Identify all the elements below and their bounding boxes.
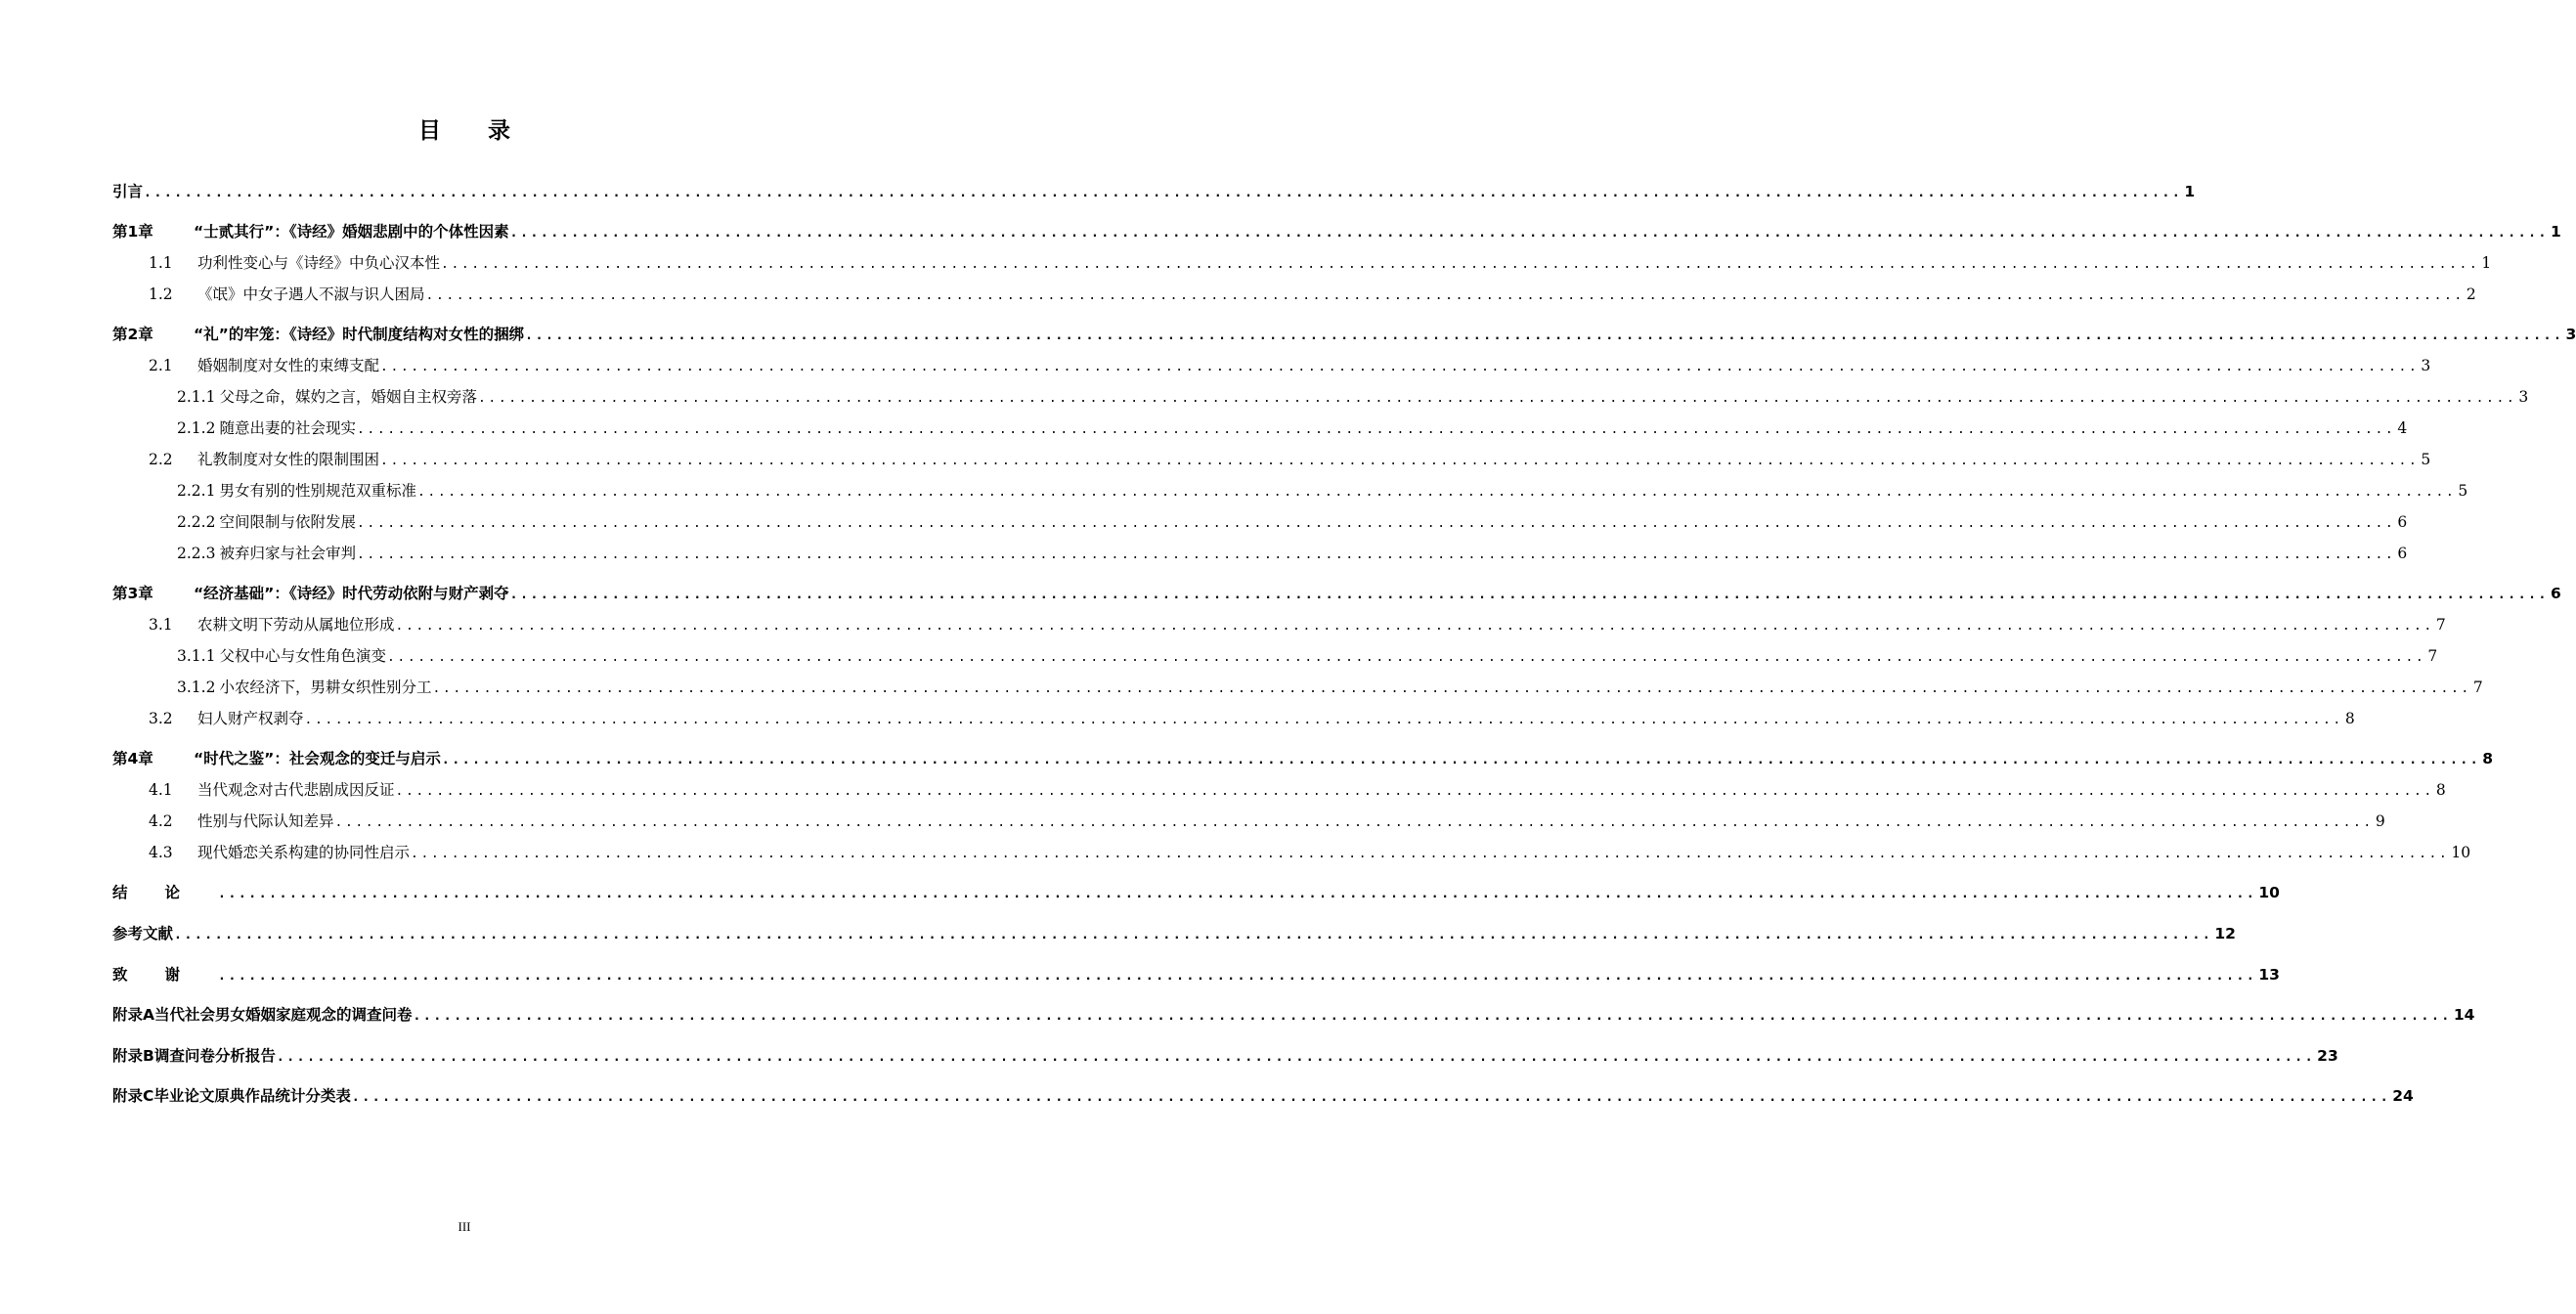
toc-page-number: 6: [2397, 545, 2408, 562]
toc-entry-text: 当代观念对古代悲剧成因反证: [197, 781, 395, 799]
toc-entry-label: [112, 219, 509, 244]
toc-page-number: 24: [2392, 1087, 2414, 1105]
toc-entry-number: 1.2: [149, 285, 173, 303]
toc-entry[interactable]: [112, 880, 2280, 905]
toc-entry[interactable]: [112, 921, 2236, 946]
toc-leader-dots: ........................................................................................................................................................................................................: [218, 969, 2257, 984]
toc-entry-label: [177, 416, 356, 441]
toc-entry-text: 《氓》中女子遇人不淑与识人困局: [197, 285, 425, 303]
toc-page-number: 5: [2458, 482, 2468, 500]
toc-entry[interactable]: [112, 179, 2196, 204]
toc-entry-number: 第2章: [112, 326, 153, 343]
toc-page-number: 12: [2214, 925, 2236, 942]
toc-entry-text: 结论: [112, 884, 218, 901]
toc-leader-dots: ........................................................................................................................................................................................................: [416, 485, 2457, 500]
toc-entry-text: 现代婚恋关系构建的协同性启示: [197, 844, 411, 861]
toc-entry-text: 妇人财产权剥夺: [197, 710, 304, 727]
toc-entry-label: [177, 384, 477, 410]
toc-entry[interactable]: [149, 809, 2385, 834]
toc-entry-text: 男女有别的性别规范双重标准: [219, 482, 416, 500]
toc-leader-dots: ........................................................................................................................................................................................................: [386, 650, 2426, 665]
toc-leader-dots: ........................................................................................................................................................................................................: [356, 548, 2396, 562]
toc-entry[interactable]: [177, 675, 2483, 700]
toc-entry[interactable]: [177, 643, 2438, 669]
toc-page-number: 7: [2427, 647, 2438, 665]
toc-entry-label: [149, 250, 440, 276]
toc-entry-label: [149, 447, 379, 472]
toc-entry-text: 父母之命，媒妁之言，婚姻自主权旁落: [219, 388, 477, 406]
toc-entry-number: 第1章: [112, 223, 153, 241]
toc-entry-text: 随意出妻的社会现实: [219, 419, 356, 437]
toc-entry-number: 2.2: [149, 451, 173, 468]
toc-leader-dots: ........................................................................................................................................................................................................: [218, 887, 2257, 901]
toc-entry[interactable]: [177, 509, 2408, 535]
toc-page-number: 6: [2397, 513, 2408, 531]
toc-entry-label: [112, 880, 217, 905]
toc-page-number: 1: [2550, 223, 2561, 241]
toc-entry[interactable]: [112, 322, 2576, 347]
toc-entry-number: 4.1: [149, 781, 173, 799]
toc-entry-text: 性别与代际认知差异: [197, 812, 334, 830]
toc-page-number: 13: [2258, 966, 2280, 984]
toc-entry-number: 2.2.1: [177, 482, 216, 500]
toc-entry[interactable]: [149, 840, 2471, 865]
toc-entry-label: [112, 581, 509, 606]
toc-entry-text: “经济基础”：《诗经》时代劳动依附与财产剥夺: [194, 585, 509, 602]
toc-entry-text: 致谢: [112, 966, 218, 984]
toc-page-number: 8: [2435, 781, 2446, 799]
toc-entry-label: [112, 1083, 351, 1109]
toc-leader-dots: ........................................................................................................................................................................................................: [276, 1050, 2316, 1065]
toc-entry-number: 2.1.2: [177, 419, 216, 437]
toc-entry[interactable]: [112, 219, 2561, 244]
toc-page-number: 1: [2184, 183, 2196, 200]
toc-entry-label: [112, 1002, 413, 1028]
toc-leader-dots: ........................................................................................................................................................................................................: [174, 928, 2213, 942]
toc-entry-text: 附录A当代社会男女婚姻家庭观念的调查问卷: [112, 1006, 413, 1024]
toc-page-number: 3: [2565, 326, 2576, 343]
toc-leader-dots: ........................................................................................................................................................................................................: [380, 454, 2420, 468]
toc-entry-number: 2.1.1: [177, 388, 216, 406]
toc-entry-text: 农耕文明下劳动从属地位形成: [197, 616, 395, 634]
toc-entry[interactable]: [149, 250, 2492, 276]
toc-page-number: 23: [2317, 1047, 2338, 1065]
toc-page-number: 6: [2550, 585, 2561, 602]
toc-entry-label: [149, 282, 425, 307]
toc-entry-text: 参考文献: [112, 925, 174, 942]
toc-page-number: 1: [2481, 254, 2492, 272]
toc-page-number: 7: [2472, 679, 2483, 696]
page-title: 目 录: [417, 118, 530, 144]
toc-entry-text: 附录C毕业论文原典作品统计分类表: [112, 1087, 351, 1105]
toc-leader-dots: ........................................................................................................................................................................................................: [411, 847, 2450, 861]
toc-page-number: 8: [2482, 750, 2494, 767]
toc-leader-dots: ........................................................................................................................................................................................................: [509, 226, 2549, 241]
toc-entry[interactable]: [149, 777, 2446, 803]
toc-entry-label: [149, 809, 334, 834]
toc-entry[interactable]: [112, 1083, 2414, 1109]
toc-entry-label: [149, 840, 410, 865]
toc-page-number: 4: [2397, 419, 2408, 437]
toc-entry-label: [177, 675, 431, 700]
toc-page-number: 10: [2258, 884, 2280, 901]
toc-entry[interactable]: [149, 612, 2446, 637]
toc-entry-label: [112, 1043, 276, 1069]
toc-entry-label: [177, 509, 356, 535]
toc-entry-text: 引言: [112, 183, 144, 200]
toc-leader-dots: ........................................................................................................................................................................................................: [441, 753, 2481, 767]
toc-entry[interactable]: [177, 541, 2408, 566]
toc-leader-dots: ........................................................................................................................................................................................................: [304, 713, 2343, 727]
toc-entry[interactable]: [177, 416, 2408, 441]
toc-page-number: 14: [2453, 1006, 2475, 1024]
toc-entry-label: [112, 322, 524, 347]
toc-entry-label: [112, 962, 217, 987]
toc-entry-text: 父权中心与女性角色演变: [219, 647, 386, 665]
toc-entry-text: “礼”的牢笼：《诗经》时代制度结构对女性的捆绑: [194, 326, 525, 343]
toc-entry-number: 第4章: [112, 750, 153, 767]
toc-entry[interactable]: [112, 1043, 2338, 1069]
toc-entry[interactable]: [149, 706, 2355, 731]
toc-entry-text: 被弃归家与社会审判: [219, 545, 356, 562]
toc-leader-dots: ........................................................................................................................................................................................................: [351, 1090, 2391, 1105]
toc-entry-text: 功利性变心与《诗经》中负心汉本性: [197, 254, 441, 272]
toc-entry-text: 小农经济下，男耕女织性别分工: [219, 679, 432, 696]
toc-page-number: 10: [2451, 844, 2471, 861]
toc-leader-dots: ........................................................................................................................................................................................................: [441, 257, 2480, 272]
toc-page-number: 5: [2421, 451, 2431, 468]
toc-entry-number: 3.2: [149, 710, 173, 727]
toc-leader-dots: ........................................................................................................................................................................................................: [144, 186, 2183, 200]
toc-entry-number: 3.1.1: [177, 647, 216, 665]
toc-entry[interactable]: [112, 581, 2561, 606]
toc-leader-dots: ........................................................................................................................................................................................................: [432, 681, 2471, 696]
toc-entry[interactable]: [149, 353, 2431, 378]
toc-entry-label: [112, 921, 173, 946]
toc-entry-number: 3.1: [149, 616, 173, 634]
toc-entry-label: [149, 706, 304, 731]
toc-entry-label: [149, 612, 395, 637]
toc-entry-label: [177, 643, 386, 669]
toc-entry-text: 附录B调查问卷分析报告: [112, 1047, 276, 1065]
toc-entry-number: 2.1: [149, 357, 173, 374]
toc-page-number: 3: [2421, 357, 2431, 374]
toc-entry-label: [177, 478, 416, 504]
toc-entry-number: 2.2.3: [177, 545, 216, 562]
toc-entry-label: [149, 777, 395, 803]
toc-entry-label: [149, 353, 379, 378]
toc-entry-text: “时代之鉴”：社会观念的变迁与启示: [194, 750, 441, 767]
toc-leader-dots: ........................................................................................................................................................................................................: [425, 288, 2465, 303]
toc-entry-text: 礼教制度对女性的限制围困: [197, 451, 380, 468]
toc-leader-dots: ........................................................................................................................................................................................................: [395, 784, 2434, 799]
toc-entry-number: 2.2.2: [177, 513, 216, 531]
toc-entry-number: 1.1: [149, 254, 173, 272]
toc-entry[interactable]: [149, 447, 2431, 472]
toc-entry-text: 空间限制与依附发展: [219, 513, 356, 531]
toc-entry[interactable]: [112, 746, 2494, 771]
toc-entry-label: [177, 541, 356, 566]
toc-entry-text: “士贰其行”：《诗经》婚姻悲剧中的个体性因素: [194, 223, 509, 241]
toc-leader-dots: ........................................................................................................................................................................................................: [413, 1009, 2452, 1024]
toc-entry-number: 4.3: [149, 844, 173, 861]
toc-page-number: 9: [2375, 812, 2385, 830]
toc-page-number: 7: [2435, 616, 2446, 634]
toc-leader-dots: ........................................................................................................................................................................................................: [525, 328, 2564, 343]
toc-leader-dots: ........................................................................................................................................................................................................: [334, 815, 2374, 830]
toc-leader-dots: ........................................................................................................................................................................................................: [380, 360, 2420, 374]
toc-leader-dots: ........................................................................................................................................................................................................: [477, 391, 2517, 406]
toc-page-number: 8: [2344, 710, 2355, 727]
toc-leader-dots: ........................................................................................................................................................................................................: [356, 516, 2396, 531]
toc-entry[interactable]: [112, 962, 2280, 987]
toc-entry-number: 4.2: [149, 812, 173, 830]
toc-page-number: 2: [2466, 285, 2476, 303]
toc-entry-label: [112, 179, 143, 204]
toc-entry[interactable]: [112, 1002, 2475, 1028]
toc-entry-number: 3.1.2: [177, 679, 216, 696]
toc-entry-label: [112, 746, 441, 771]
page-number-footer: III: [458, 1219, 471, 1234]
toc-leader-dots: ........................................................................................................................................................................................................: [395, 619, 2434, 634]
toc-entry-text: 婚姻制度对女性的束缚支配: [197, 357, 380, 374]
toc-page-number: 3: [2518, 388, 2529, 406]
toc-leader-dots: ........................................................................................................................................................................................................: [509, 588, 2549, 602]
toc-entry[interactable]: [177, 478, 2468, 504]
toc-entry[interactable]: [149, 282, 2476, 307]
toc-entry-number: 第3章: [112, 585, 153, 602]
toc-entry[interactable]: [177, 384, 2529, 410]
toc-leader-dots: ........................................................................................................................................................................................................: [356, 422, 2396, 437]
